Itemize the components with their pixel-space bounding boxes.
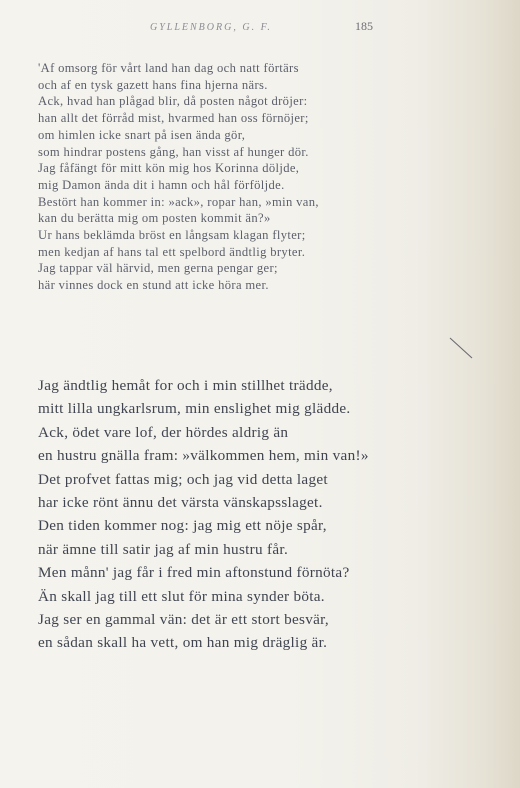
verse-section-top xyxy=(38,60,468,294)
verse-line: och af en tysk gazett hans fina hjerna närs. xyxy=(38,77,268,92)
verse-line: Bestört han kommer in: »ack», ropar han, »min van, xyxy=(38,194,319,209)
verse-line: Jag fåfängt för mitt kön mig hos Korinna döljde, xyxy=(38,161,300,176)
verse-section-bottom xyxy=(38,374,478,655)
verse-line: som hindrar postens gång, han visst af hunger dör. xyxy=(38,144,309,159)
verse-line: när ämne till satir jag af min hustru får. xyxy=(38,540,289,558)
verse-line: Jag tappar väl härvid, men gerna pengar ger; xyxy=(38,261,278,276)
verse-line: om himlen icke snart på isen ända gör, xyxy=(38,127,246,142)
verse-line: en sådan skall ha vett, om han mig dräglig är. xyxy=(38,634,328,652)
verse-line: mitt lilla ungkarlsrum, min enslighet mig glädde. xyxy=(38,400,351,418)
verse-line: 'Af omsorg för vårt land han dag och natt förtärs xyxy=(38,61,299,75)
verse-line: mig Damon ända dit i hamn och hål förföljde. xyxy=(38,177,285,192)
verse-line: Ack, ödet vare lof, der hördes aldrig än xyxy=(38,423,289,441)
verse-line: men kedjan af hans tal ett spelbord ändtlig bryter. xyxy=(38,244,306,259)
verse-line: Det profvet fattas mig; och jag vid detta laget xyxy=(38,470,328,488)
verse-line: här vinnes dock en stund att icke höra mer. xyxy=(38,278,269,293)
verse-line: en hustru gnälla fram: »välkommen hem, min van!» xyxy=(38,447,369,465)
running-header: GYLLENBORG, G. F. xyxy=(150,22,272,33)
verse-line: Ack, hvad han plågad blir, då posten något dröjer: xyxy=(38,94,308,109)
verse-line: har icke rönt ännu det värsta vänskapsslaget. xyxy=(38,494,323,512)
verse-line: Jag ändtlig hemåt for och i min stillhet trädde, xyxy=(38,377,333,394)
verse-line: Ur hans beklämda bröst en långsam klagan flyter; xyxy=(38,228,306,243)
verse-line: Än skall jag till ett slut för mina synder böta. xyxy=(38,587,325,605)
verse-line: Den tiden kommer nog: jag mig ett nöje spår, xyxy=(38,517,327,535)
verse-line: Men månn' jag får i fred min aftonstund förnöta? xyxy=(38,564,350,582)
pencil-mark-icon xyxy=(448,336,476,360)
verse-line: han allt det förråd mist, hvarmed han oss förnöjer; xyxy=(38,111,309,126)
verse-line: kan du berätta mig om posten kommit än?» xyxy=(38,211,271,226)
page-number: 185 xyxy=(355,19,373,33)
verse-line: Jag ser en gammal vän: det är ett stort besvär, xyxy=(38,611,329,629)
